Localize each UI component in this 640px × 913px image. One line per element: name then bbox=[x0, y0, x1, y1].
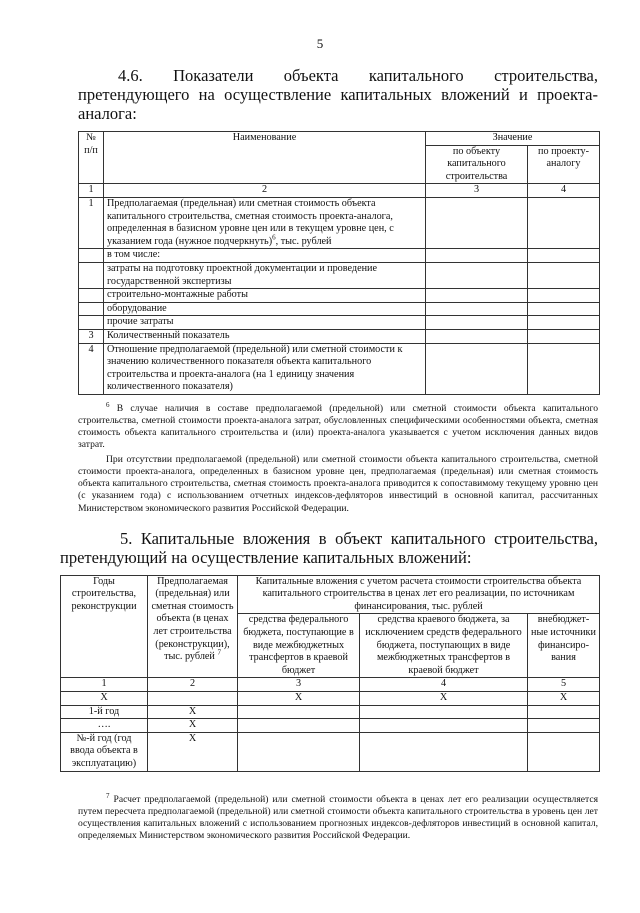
col-number: 2 bbox=[104, 184, 426, 198]
table-cell bbox=[360, 705, 528, 719]
table-cell: X bbox=[528, 692, 600, 706]
row-num: 4 bbox=[79, 343, 104, 394]
row-name: Количественный показатель bbox=[104, 329, 426, 343]
header-years: Годы строительства, реконструкции bbox=[61, 575, 148, 678]
header-value: Значение bbox=[426, 132, 600, 146]
row-num bbox=[79, 262, 104, 288]
table-row bbox=[61, 719, 600, 733]
footnote-6: $^6$ В случае наличия в составе предполагаемой (предельной) или сметной стоимости объекта капитального строительства, сметной стоимости проекта-аналога затрат, обусловленных специфическими особенностями объекта, сметная стоимость объекта капитального строительства и (или) проекта-аналога указывается с учетом исключения данных видов затрат. При отсутствии предполагаемой (предельной) или сметной стоимости объекта капитального строительства, сметной стоимости проекта-аналога, определенных в базисном уровне цен, предполагаемая (предельная) или сметная стоимость объекта капитального строительства, сметная стоимость проекта-аналога приводится к сопоставимому текущему уровню цен (с указанием года) с использованием отчетных индексов-дефляторов инвестиций в основной капитал, рассчитанных Министерством экономического развития Российской Федерации. bbox=[78, 400, 598, 514]
value-cell bbox=[528, 343, 600, 394]
section-4-6-heading: 4.6. Показатели объекта капитального строительства, претендующего на осуществление капитальных вложений и проекта-аналога: bbox=[78, 66, 598, 123]
col-number: 5 bbox=[528, 678, 600, 692]
table-cell: X bbox=[61, 692, 148, 706]
row-num: 3 bbox=[79, 329, 104, 343]
header-federal: средства федерального бюджета, поступающие в виде межбюджетных трансфертов в краевой бюджет bbox=[238, 614, 360, 678]
capital-investments-table bbox=[60, 575, 600, 772]
value-cell bbox=[426, 343, 528, 394]
col-number: 3 bbox=[238, 678, 360, 692]
header-name: Наименование bbox=[104, 132, 426, 184]
value-cell bbox=[426, 249, 528, 263]
row-name: в том числе: bbox=[104, 249, 426, 263]
value-cell bbox=[426, 262, 528, 288]
footnote-mark: 7 bbox=[106, 791, 110, 800]
table-cell bbox=[528, 719, 600, 733]
value-cell bbox=[528, 316, 600, 330]
table-cell bbox=[238, 705, 360, 719]
value-cell bbox=[528, 302, 600, 316]
table-row bbox=[79, 316, 600, 330]
table-cell bbox=[528, 732, 600, 771]
value-cell bbox=[528, 329, 600, 343]
row-name: строительно-монтажные работы bbox=[104, 289, 426, 303]
table-cell bbox=[360, 732, 528, 771]
header-num: № п/п bbox=[79, 132, 104, 184]
row-num: 1 bbox=[79, 197, 104, 248]
table-cell: …. bbox=[61, 719, 148, 733]
table-cell bbox=[238, 719, 360, 733]
value-cell bbox=[528, 262, 600, 288]
table-cell bbox=[148, 692, 238, 706]
col-number: 3 bbox=[426, 184, 528, 198]
value-cell bbox=[528, 197, 600, 248]
header-investments: Капитальные вложения с учетом расчета стоимости строительства объекта капитального строительства в ценах лет его реализации, по источникам финансирования, тыс. рублей bbox=[238, 575, 600, 614]
table-cell: X bbox=[238, 692, 360, 706]
header-object: по объекту капитального строительства bbox=[426, 145, 528, 184]
table-row bbox=[79, 197, 600, 248]
value-cell bbox=[426, 316, 528, 330]
value-cell bbox=[426, 289, 528, 303]
table-row bbox=[79, 302, 600, 316]
indicators-table bbox=[78, 131, 600, 395]
table-cell: X bbox=[148, 719, 238, 733]
header-regional: средства краевого бюджета, за исключением средств федерального бюджета, поступающих в виде межбюджетных трансфертов в краевой бюджет bbox=[360, 614, 528, 678]
header-extra: внебюджет-ные источники финансиро-вания bbox=[528, 614, 600, 678]
table-cell bbox=[238, 732, 360, 771]
row-name: Предполагаемая (предельная) или сметная стоимость объекта капитального строительства, сметная стоимость проекта-аналога, определенная в базисном уровне цен или в текущем уровне цен, с указанием года (нужное подчеркнуть)$^6$, тыс. рублей bbox=[104, 197, 426, 248]
page-number: 5 bbox=[316, 36, 324, 51]
col-number: 2 bbox=[148, 678, 238, 692]
table-cell: X bbox=[148, 705, 238, 719]
table-cell: X bbox=[148, 732, 238, 771]
row-num bbox=[79, 316, 104, 330]
table-cell: 1-й год bbox=[61, 705, 148, 719]
table-row bbox=[61, 732, 600, 771]
row-num bbox=[79, 302, 104, 316]
table-cell: №-й год (год ввода объекта в эксплуатацию) bbox=[61, 732, 148, 771]
col-number: 1 bbox=[61, 678, 148, 692]
table-row bbox=[79, 329, 600, 343]
table-cell: X bbox=[360, 692, 528, 706]
col-number: 4 bbox=[528, 184, 600, 198]
col-number: 4 bbox=[360, 678, 528, 692]
header-cost: Предполагаемая (предельная) или сметная стоимость объекта (в ценах лет строительства (реконструкции), тыс. рублей $^7$ bbox=[148, 575, 238, 678]
table-row bbox=[79, 343, 600, 394]
footnote-7: $^7$ Расчет предполагаемой (предельной) или сметной стоимости объекта в ценах лет его реализации осуществляется путем пересчета предполагаемой (предельной) или сметной стоимости объекта капитального строительства в уровень цен лет осуществления капитальных вложений с использованием прогнозных индексов-дефляторов инвестиций в основной капитал, определяемых Министерством экономического развития Российской Федерации. bbox=[78, 791, 598, 842]
footnote-mark: 6 bbox=[106, 400, 110, 409]
row-num bbox=[79, 249, 104, 263]
row-name: прочие затраты bbox=[104, 316, 426, 330]
value-cell bbox=[426, 329, 528, 343]
row-name: затраты на подготовку проектной документации и проведение государственной экспертизы bbox=[104, 262, 426, 288]
value-cell bbox=[528, 289, 600, 303]
section-5-heading: 5. Капитальные вложения в объект капитального строительства, претендующий на осуществление капитальных вложений: bbox=[60, 528, 598, 567]
value-cell bbox=[426, 302, 528, 316]
value-cell bbox=[426, 197, 528, 248]
value-cell bbox=[528, 249, 600, 263]
header-analog: по проекту-аналогу bbox=[528, 145, 600, 184]
table-cell bbox=[528, 705, 600, 719]
col-number: 1 bbox=[79, 184, 104, 198]
row-num bbox=[79, 289, 104, 303]
row-name: Отношение предполагаемой (предельной) или сметной стоимости к значению количественного показателя объекта капитального строительства и проекта-аналога (на 1 единицу значения количественного показателя) bbox=[104, 343, 426, 394]
table-row bbox=[79, 289, 600, 303]
table-cell bbox=[360, 719, 528, 733]
table-row bbox=[61, 692, 600, 706]
row-name: оборудование bbox=[104, 302, 426, 316]
table-row bbox=[79, 249, 600, 263]
table-row bbox=[79, 262, 600, 288]
table-row bbox=[61, 705, 600, 719]
